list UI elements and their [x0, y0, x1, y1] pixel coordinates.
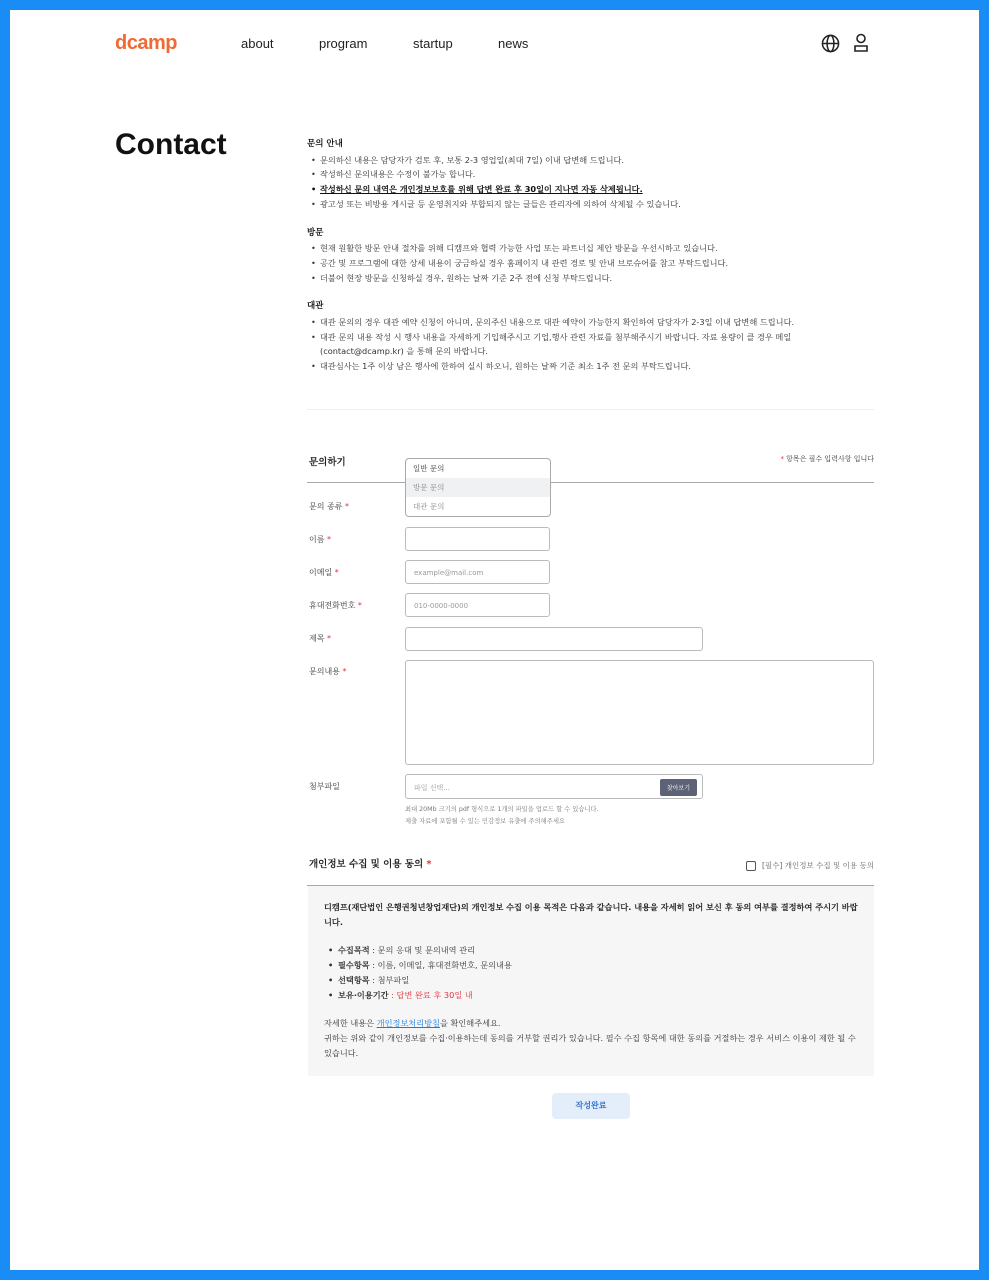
privacy-item: • 보유·이용기간 : 답변 완료 후 30일 내	[324, 988, 858, 1003]
nav-about[interactable]: about	[241, 36, 274, 51]
content-label: 문의내용 *	[309, 667, 347, 676]
info-item: • 작성하신 문의 내역은 개인정보보호를 위해 답변 완료 후 30일이 지나면 자동 삭제됩니다.	[307, 182, 877, 197]
privacy-item: • 수집목적 : 문의 응대 및 문의내역 관리	[324, 943, 858, 958]
inquiry-type-dropdown[interactable]	[405, 458, 551, 517]
privacy-consent-checkbox[interactable]: [필수] 개인정보 수집 및 이용 동의	[746, 860, 874, 871]
privacy-item: • 선택항목 : 첨부파일	[324, 973, 858, 988]
type-label: 문의 종류 *	[309, 502, 350, 511]
rental-item: • 대관 문의의 경우 대관 예약 신청이 아니며, 문의주신 내용으로 대관 예약이 가능한지 확인하여 담당자가 2-3일 이내 답변해 드립니다.	[307, 315, 877, 330]
visit-item: • 현재 원활한 방문 안내 절차를 위해 디캠프와 협력 가능한 사업 또는 파트너십 제안 방문을 우선시하고 있습니다.	[307, 241, 877, 256]
phone-label: 휴대전화번호 *	[309, 601, 362, 610]
checkbox[interactable]	[746, 861, 756, 871]
name-label: 이름 *	[309, 535, 332, 544]
nav-startup[interactable]: startup	[413, 36, 453, 51]
privacy-title: 개인정보 수집 및 이용 동의 *	[309, 859, 432, 870]
divider	[307, 409, 874, 410]
file-note: 최대 20Mb 크기의 pdf 형식으로 1개의 파일을 업로드 할 수 있습니다. 제출 자료에 포함될 수 있는 민감정보 유출에 주의해주세요	[405, 806, 599, 825]
logo[interactable]: dcamp	[115, 32, 177, 54]
privacy-item: • 필수항목 : 이름, 이메일, 휴대전화번호, 문의내용	[324, 958, 858, 973]
visit-item: • 더불어 현장 방문을 신청하실 경우, 원하는 날짜 기준 2주 전에 신청 부탁드립니다.	[307, 271, 877, 286]
privacy-box: 디캠프(재단법인 은행권청년창업재단)의 개인정보 수집 이용 목적은 다음과 같습니다. 내용을 자세히 읽어 보신 후 동의 여부를 결정하여 주시기 바랍니다. • 수집목적 : 문의 응대 및 문의내역 관리 • 필수항목 : 이름, 이메일, 휴대전화번호, 문의내용 • 선택항목 : 첨부파일 • 보유·이용기간 : 답변 완료 후 30일 내 자세한 내용은 개인정보처리방침을 확인해주세요. 귀하는 위와 같이 개인정보를 수집·이용하는데 동의를 거부할 권리가 있습니다. 필수 수집 항목에 대한 동의를 거절하는 경우 서비스 이용이 제한 될 수 있습니다.	[308, 886, 874, 1076]
file-input[interactable]	[405, 774, 703, 799]
option-rental[interactable]: 대관 문의	[413, 502, 445, 511]
privacy-policy-link[interactable]: 개인정보처리방침	[376, 1018, 440, 1029]
info-title: 문의 안내	[307, 139, 343, 149]
nav-program[interactable]: program	[319, 36, 368, 51]
form-title: 문의하기	[309, 457, 346, 468]
option-general[interactable]: 일반 문의	[413, 464, 445, 473]
globe-icon[interactable]	[821, 34, 840, 53]
content-textarea[interactable]	[405, 660, 874, 765]
subject-input[interactable]	[405, 627, 703, 651]
file-placeholder: 파일 선택...	[414, 784, 450, 792]
submit-button[interactable]: 작성완료	[552, 1093, 630, 1119]
info-item: • 작성하신 문의내용은 수정이 불가능 합니다.	[307, 167, 877, 182]
email-input[interactable]: example@mail.com	[405, 560, 550, 584]
rental-item: • 대관 문의 내용 작성 시 행사 내용을 자세하게 기입해주시고 기업,행사 관련 자료를 첨부해주시기 바랍니다. 자료 용량이 클 경우 메일 (contact@dcamp.kr) 을 통해 문의 바랍니다.	[307, 330, 877, 359]
required-note: * 항목은 필수 입력사항 입니다	[780, 455, 874, 463]
subject-label: 제목 *	[309, 634, 332, 643]
nav-news[interactable]: news	[498, 36, 529, 51]
browse-button[interactable]: 찾아보기	[660, 779, 697, 796]
name-input[interactable]	[405, 527, 550, 551]
rental-title: 대관	[307, 301, 324, 312]
visit-title: 방문	[307, 227, 324, 238]
phone-input[interactable]: 010-0000-0000	[405, 593, 550, 617]
rental-item: • 대관심사는 1주 이상 남은 행사에 한하여 실시 하오니, 원하는 날짜 기준 최소 1주 전 문의 부탁드립니다.	[307, 359, 877, 374]
form-divider	[307, 482, 874, 483]
option-visit[interactable]: 방문 문의	[406, 478, 550, 497]
info-item: • 문의하신 내용은 담당자가 검토 후, 보통 2-3 영업일(최대 7일) 이내 답변해 드립니다.	[307, 153, 877, 168]
page	[10, 10, 979, 1270]
email-label: 이메일 *	[309, 568, 339, 577]
file-label: 첨부파일	[309, 782, 340, 791]
info-section	[307, 137, 877, 388]
visit-item: • 공간 및 프로그램에 대한 상세 내용이 궁금하실 경우 홈페이지 내 관련 경로 및 안내 브로슈어를 참고 부탁드립니다.	[307, 256, 877, 271]
page-title: Contact	[115, 128, 227, 161]
user-icon[interactable]	[853, 33, 869, 53]
info-item: • 광고성 또는 비방용 게시글 등 운영취지와 부합되지 않는 글들은 관리자에 의하여 삭제될 수 있습니다.	[307, 197, 877, 212]
